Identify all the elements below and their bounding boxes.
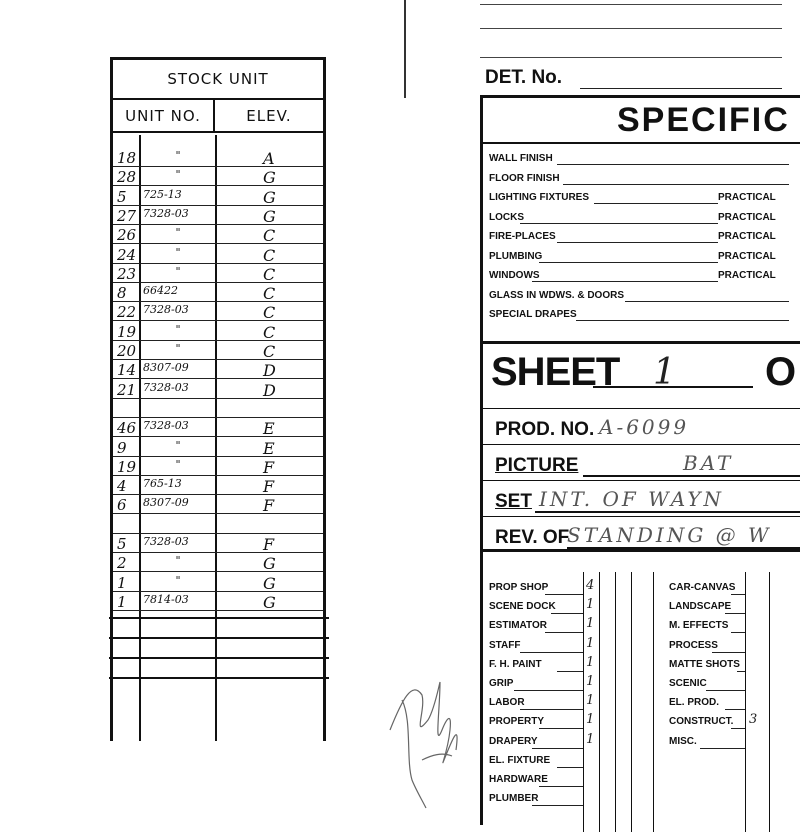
department-label: CONSTRUCT.: [669, 716, 734, 728]
spec-title: SPECIFIC: [483, 98, 800, 144]
stock-unit-row: [113, 148, 323, 167]
row-elev: C: [263, 303, 276, 323]
department-line: [731, 594, 745, 595]
department-label: LANDSCAPE: [669, 601, 732, 613]
picture-label: PICTURE: [495, 455, 579, 476]
department-line: [557, 767, 583, 768]
row-count: 21: [117, 380, 137, 399]
rev-of-value: STANDING @ W: [567, 523, 772, 547]
row-elev: G: [263, 168, 276, 188]
row-count: 2: [117, 554, 127, 573]
det-no-line: [580, 88, 782, 89]
department-label: SCENE DOCK: [489, 601, 556, 613]
row-unit-no: ": [175, 342, 181, 355]
spec-item: [489, 173, 560, 191]
department-line: [520, 709, 583, 710]
stock-unit-row: [113, 534, 323, 553]
department-line: [731, 728, 745, 729]
sheet-of: O: [765, 350, 797, 394]
row-count: 24: [117, 245, 137, 264]
stock-unit-row: [113, 457, 323, 476]
department-label: F. H. PAINT: [489, 658, 542, 670]
spec-item: [489, 270, 776, 288]
department-label: EL. PROD.: [669, 697, 720, 709]
row-elev: C: [263, 245, 276, 265]
stock-unit-row: [113, 380, 323, 399]
department-label: PLUMBER: [489, 793, 539, 805]
department-line: [700, 748, 745, 749]
department-label: PROCESS: [669, 639, 718, 651]
row-unit-no: 8307-09: [143, 361, 189, 375]
row-count: 18: [117, 149, 137, 167]
elev-header: ELEV.: [246, 106, 292, 125]
row-unit-no: ": [175, 554, 181, 568]
specification-sheet: [480, 95, 800, 825]
department-label: SCENIC: [669, 678, 707, 689]
department-line: [725, 709, 745, 710]
department-label: LABOR: [489, 697, 525, 709]
blank-rule: [109, 677, 329, 679]
row-count: 27: [117, 206, 137, 225]
spec-item-label: LOCKS: [489, 211, 524, 223]
row-unit-no: ": [175, 264, 181, 278]
spec-item-label: FIRE-PLACES: [489, 231, 556, 242]
row-count: 23: [117, 264, 137, 283]
stock-unit-row: [113, 573, 323, 592]
row-count: 46: [117, 419, 137, 438]
det-no-label: DET. No.: [485, 67, 563, 88]
row-elev: E: [263, 438, 275, 458]
rev-of-line: [567, 547, 800, 549]
row-count: 8: [117, 284, 127, 303]
spec-item: [489, 231, 776, 249]
row-unit-no: ": [175, 168, 181, 182]
row-elev: F: [263, 477, 275, 497]
row-unit-no: 8307-09: [143, 496, 189, 510]
sheet-line: [593, 386, 753, 388]
stock-unit-table: [110, 57, 326, 741]
spec-item: [489, 153, 553, 171]
spec-item: [489, 309, 577, 327]
spec-item-line: [557, 242, 718, 243]
department-mark: 4: [586, 578, 595, 593]
spec-item-line: [532, 281, 718, 282]
row-elev: D: [263, 361, 276, 381]
row-elev: F: [263, 457, 275, 477]
department-label: EL. FIXTURE: [489, 754, 551, 766]
row-unit-no: 7328-03: [143, 380, 189, 394]
grid-column-line: [745, 572, 746, 832]
stock-unit-row: [113, 418, 323, 437]
stock-unit-row: [113, 399, 323, 418]
row-unit-no: 725-13: [143, 187, 182, 201]
stock-unit-row: [113, 438, 323, 457]
department-line: [539, 786, 583, 787]
department-line: [731, 632, 745, 633]
page-divider: [404, 0, 406, 98]
spec-item-label: PLUMBING: [489, 250, 543, 262]
grid-column-line: [631, 572, 632, 832]
practical-label: PRACTICAL: [718, 192, 776, 203]
row-count: 1: [117, 573, 127, 592]
department-label: MISC.: [669, 735, 697, 747]
department-mark: 1: [586, 616, 595, 632]
spec-item-line: [625, 301, 789, 302]
department-label: CAR-CANVAS: [669, 582, 736, 593]
practical-label: PRACTICAL: [718, 250, 776, 262]
spec-item-line: [576, 320, 789, 321]
department-line: [737, 671, 745, 672]
row-unit-no: 66422: [143, 284, 178, 298]
row-elev: G: [263, 592, 276, 612]
spec-item: [489, 192, 776, 210]
sheet-label: SHEET: [491, 350, 620, 394]
department-grid: [483, 572, 800, 825]
set-row: [483, 480, 800, 516]
stock-unit-row: [113, 225, 323, 244]
stock-unit-row: [113, 553, 323, 572]
grid-column-line: [615, 572, 616, 832]
set-value: INT. OF WAYN: [539, 487, 725, 511]
department-line: [545, 594, 583, 595]
sheet-number: 1: [653, 352, 676, 393]
stock-unit-rows: [113, 135, 323, 741]
department-line: [520, 652, 583, 653]
row-elev: C: [263, 342, 276, 361]
top-rule: [480, 4, 782, 5]
department-label: DRAPERY: [489, 735, 538, 747]
stock-unit-title: STOCK UNIT: [113, 60, 323, 100]
department-label: STAFF: [489, 639, 521, 651]
department-line: [706, 690, 745, 691]
row-count: 19: [117, 457, 137, 476]
row-unit-no: ": [175, 245, 181, 259]
spec-item-label: WINDOWS: [489, 270, 540, 281]
department-mark: 1: [586, 712, 595, 728]
grid-column-line: [583, 572, 584, 832]
spec-item: [489, 290, 624, 308]
set-line: [535, 511, 800, 513]
stock-unit-row: [113, 360, 323, 379]
department-label: PROP SHOP: [489, 582, 549, 593]
grid-column-line: [653, 572, 654, 832]
department-label: PROPERTY: [489, 716, 545, 728]
signature-scribble: [382, 660, 472, 810]
department-line: [532, 748, 583, 749]
department-label: HARDWARE: [489, 774, 548, 785]
department-line: [545, 632, 583, 633]
spec-item-label: FLOOR FINISH: [489, 172, 560, 184]
grid-column-line: [599, 572, 600, 832]
prod-no-row: [483, 408, 800, 444]
spec-item-line: [520, 223, 718, 224]
row-unit-no: 7328-03: [143, 303, 189, 317]
row-elev: E: [263, 419, 275, 439]
department-mark: 1: [586, 693, 595, 709]
row-count: 1: [117, 592, 127, 611]
row-unit-no: ": [175, 322, 181, 336]
spec-item-line: [594, 203, 718, 204]
row-count: 28: [117, 168, 137, 187]
row-elev: F: [263, 535, 275, 554]
department-label: M. EFFECTS: [669, 620, 729, 632]
row-count: 20: [117, 342, 137, 360]
row-count: 9: [117, 438, 127, 457]
row-unit-no: 765-13: [143, 477, 182, 491]
section-rule: [483, 341, 800, 344]
department-label: MATTE SHOTS: [669, 658, 740, 670]
stock-unit-row: [113, 476, 323, 495]
spec-item-label: LIGHTING FIXTURES: [489, 192, 589, 203]
stock-unit-row: [113, 592, 323, 611]
department-mark: 1: [586, 731, 595, 747]
stock-unit-row: [113, 264, 323, 283]
row-count: 5: [117, 535, 127, 553]
stock-unit-row: [113, 245, 323, 264]
stock-unit-row: [113, 187, 323, 206]
spec-item-label: SPECIAL DRAPES: [489, 309, 577, 320]
row-count: 14: [117, 361, 137, 380]
department-line: [539, 728, 583, 729]
row-unit-no: ": [175, 438, 181, 452]
stock-unit-row: [113, 167, 323, 186]
blank-rule: [109, 637, 329, 639]
department-line: [532, 805, 583, 806]
stock-unit-row: [113, 283, 323, 302]
row-unit-no: 7328-03: [143, 535, 189, 548]
department-line: [514, 690, 583, 691]
set-label: SET: [495, 491, 532, 512]
row-count: 5: [117, 187, 127, 206]
top-rule: [480, 28, 782, 29]
row-elev: G: [263, 554, 276, 574]
spec-item: [489, 250, 776, 269]
department-line: [712, 652, 745, 653]
top-rule: [480, 57, 782, 58]
row-count: 4: [117, 477, 127, 496]
blank-rule: [109, 617, 329, 619]
department-label: GRIP: [489, 678, 514, 689]
row-count: 6: [117, 496, 127, 515]
prod-no-label: PROD. NO.: [495, 419, 595, 440]
practical-label: PRACTICAL: [718, 270, 776, 281]
department-mark: 1: [586, 635, 595, 651]
spec-item-line: [539, 262, 718, 263]
row-unit-no: 7814-03: [143, 592, 189, 606]
department-mark: 1: [586, 674, 595, 689]
row-elev: F: [263, 496, 275, 516]
row-count: 19: [117, 322, 137, 341]
row-elev: G: [263, 573, 276, 593]
row-elev: G: [263, 187, 276, 207]
row-elev: D: [263, 380, 276, 400]
practical-label: PRACTICAL: [718, 231, 776, 242]
stock-unit-row: [113, 495, 323, 514]
picture-row: [483, 444, 800, 480]
row-elev: C: [263, 226, 276, 246]
picture-line: [583, 475, 800, 477]
row-elev: C: [263, 264, 276, 284]
row-unit-no: ": [175, 149, 181, 162]
spec-item-line: [557, 164, 789, 165]
department-label: ESTIMATOR: [489, 620, 547, 632]
grid-column-line: [769, 572, 770, 832]
picture-value: BAT: [683, 451, 734, 475]
row-count: 26: [117, 226, 137, 245]
department-line: [551, 613, 583, 614]
construct-mark: 3: [749, 712, 758, 728]
department-mark: 1: [586, 597, 595, 613]
spec-item-line: [563, 184, 789, 185]
stock-unit-row: [113, 206, 323, 225]
department-line: [557, 671, 583, 672]
row-elev: C: [263, 322, 276, 342]
prod-no-value: A-6099: [599, 415, 690, 439]
stock-unit-row: [113, 302, 323, 321]
practical-label: PRACTICAL: [718, 211, 776, 223]
row-unit-no: ": [175, 226, 181, 240]
row-unit-no: 7328-03: [143, 206, 189, 220]
row-count: 22: [117, 303, 137, 322]
stock-unit-row: [113, 515, 323, 534]
spec-item-label: WALL FINISH: [489, 153, 553, 164]
stock-unit-row: [113, 322, 323, 341]
department-line: [725, 613, 745, 614]
spec-item: [489, 211, 776, 230]
row-unit-no: ": [175, 573, 181, 587]
row-unit-no: ": [175, 457, 181, 471]
stock-unit-column-headers: [113, 100, 323, 133]
row-elev: A: [263, 149, 275, 168]
rev-of-label: REV. OF: [495, 527, 570, 548]
row-elev: G: [263, 206, 276, 226]
row-unit-no: 7328-03: [143, 419, 189, 433]
stock-unit-row: [113, 341, 323, 360]
rev-of-row: [483, 516, 800, 552]
spec-item-label: GLASS IN WDWS. & DOORS: [489, 289, 624, 301]
row-elev: C: [263, 284, 276, 304]
blank-rule: [109, 657, 329, 659]
unit-no-header: UNIT NO.: [113, 100, 215, 131]
department-mark: 1: [586, 654, 595, 670]
